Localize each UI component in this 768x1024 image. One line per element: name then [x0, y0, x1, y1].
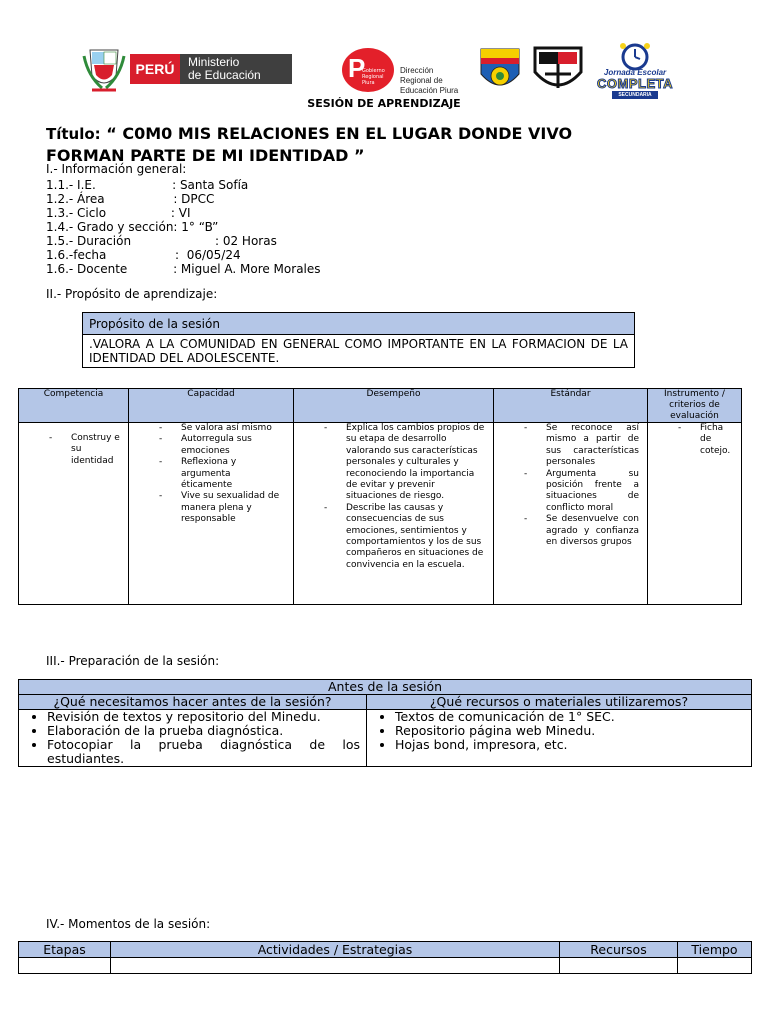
momentos-empty-cell: [678, 958, 752, 974]
dre-letter: P: [348, 53, 366, 83]
momentos-section-title: IV.- Momentos de la sesión:: [46, 917, 211, 931]
preparacion-col1-cell: [19, 710, 367, 767]
preparacion-table: [18, 679, 752, 767]
dre-line3: Educación Piura: [400, 86, 459, 95]
peru-label: PERÚ: [130, 54, 180, 84]
actividades-header: Actividades / Estrategias: [111, 942, 560, 958]
peru-ministerio-logo: [82, 46, 332, 96]
desempeno-item: - Explica los cambios propios de su etapa de desarrollo valorando sus características personales y culturales y reconociendo la importancia de evitar y prevenir situaciones de riesgo.: [324, 423, 485, 502]
capacidad-item: - Reflexiona y argumenta éticamente: [159, 457, 237, 491]
jec-line1: Jornada Escolar: [603, 68, 667, 77]
desempeno-cell: [294, 423, 494, 605]
capacidad-item: - Autorregula sus emociones: [159, 434, 252, 456]
info-line: 1.1.- I.E. : Santa Sofía: [46, 178, 249, 192]
info-line: 1.4.- Grado y sección: 1° “B”: [46, 220, 219, 234]
info-line: 1.6.- Docente : Miguel A. More Morales: [46, 262, 321, 276]
title-label: Título:: [46, 125, 101, 143]
peru-coat-of-arms-icon: [82, 46, 126, 94]
competencia-cell: [19, 423, 129, 605]
capacidad-cell: [129, 423, 294, 605]
dre-line1: Dirección: [400, 66, 434, 75]
preparacion-task: • Fotocopiar la prueba diagnóstica de los estudiantes.: [47, 738, 366, 766]
capacidad-item: - Vive su sexualidad de manera plena y responsable: [159, 491, 280, 525]
estandar-item: - Argumenta su posición frente a situaciones de conflicto moral: [524, 468, 639, 513]
etapas-header: Etapas: [19, 942, 111, 958]
jornada-escolar-completa-logo: [592, 42, 678, 98]
preparacion-col1-header: ¿Qué necesitamos hacer antes de la sesión?: [19, 695, 367, 710]
dre-piura-logo: [342, 46, 472, 96]
momentos-empty-cell: [19, 958, 111, 974]
title-line2: FORMAN PARTE DE MI IDENTIDAD ”: [46, 146, 365, 165]
jec-line2: COMPLETA: [597, 76, 673, 91]
instrumento-item: - Ficha de cotejo.: [678, 423, 731, 456]
proposito-section-title: II.- Propósito de aprendizaje:: [46, 287, 218, 301]
info-line: 1.5.- Duración : 02 Horas: [46, 234, 277, 248]
estandar-cell: [494, 423, 648, 605]
preparacion-resource: • Hojas bond, impresora, etc.: [395, 738, 751, 752]
competencia-item: - Construy e su identidad: [49, 433, 120, 466]
capacidad-item: - Se valora así mismo: [159, 423, 272, 433]
dre-small-label: Gobierno Regional Piura: [362, 68, 385, 86]
preparacion-task: • Elaboración de la prueba diagnóstica.: [47, 724, 366, 738]
dre-label: [400, 66, 458, 96]
momentos-table: [18, 941, 752, 974]
session-title: [46, 123, 746, 166]
tiempo-header: Tiempo: [678, 942, 752, 958]
info-line: 1.3.- Ciclo : VI: [46, 206, 191, 220]
preparacion-task: • Revisión de textos y repositorio del Minedu.: [47, 710, 366, 724]
capacidad-header: Capacidad: [129, 389, 294, 423]
estandar-item: - Se desenvuelve con agrado y confianza en diversos grupos: [524, 514, 639, 548]
preparacion-resource: • Textos de comunicación de 1° SEC.: [395, 710, 751, 724]
proposito-table: [82, 312, 635, 368]
info-line: 1.2.- Área : DPCC: [46, 192, 215, 206]
preparacion-section-title: III.- Preparación de la sesión:: [46, 654, 220, 668]
competencia-header: Competencia: [19, 389, 129, 423]
preparacion-col2-cell: [367, 710, 752, 767]
college-shield-icon: [533, 46, 583, 98]
preparacion-resource: • Repositorio página web Minedu.: [395, 724, 751, 738]
proposito-text: .VALORA A LA COMUNIDAD EN GENERAL COMO IMPORTANTE EN LA FORMACION DE LA IDENTIDAD DEL ADOLESCENTE.: [83, 335, 635, 368]
estandar-header: Estándar: [494, 389, 648, 423]
recursos-header: Recursos: [560, 942, 678, 958]
document-heading: SESIÓN DE APRENDIZAJE: [307, 97, 461, 110]
preparacion-title: Antes de la sesión: [19, 680, 752, 695]
dre-line2: Regional de: [400, 76, 443, 85]
desempeno-header: Desempeño: [294, 389, 494, 423]
school-shield-icon: [478, 46, 522, 96]
momentos-empty-cell: [111, 958, 560, 974]
info-section-title: I.- Información general:: [46, 162, 187, 176]
jec-line3: SECUNDARIA: [612, 91, 658, 99]
desempeno-item: - Describe las causas y consecuencias de sus emociones, sentimientos y comportamientos y los de sus compañeros en situaciones de convivencia en la escuela.: [324, 502, 484, 570]
title-line1: “ C0M0 MIS RELACIONES EN EL LUGAR DONDE VIVO: [106, 124, 573, 143]
ministerio-label: [180, 54, 292, 84]
momentos-empty-cell: [560, 958, 678, 974]
proposito-header: Propósito de la sesión: [83, 313, 635, 335]
instrumento-header: Instrumento / criterios de evaluación: [648, 389, 742, 423]
ministerio-line2: de Educación: [188, 68, 261, 82]
estandar-item: - Se reconoce así mismo a partir de sus características personales: [524, 423, 639, 468]
preparacion-col2-header: ¿Qué recursos o materiales utilizaremos?: [367, 695, 752, 710]
competencias-table: [18, 388, 742, 605]
ministerio-line1: Ministerio: [188, 55, 240, 69]
info-line: 1.6.-fecha : 06/05/24: [46, 248, 241, 262]
instrumento-cell: [648, 423, 742, 605]
